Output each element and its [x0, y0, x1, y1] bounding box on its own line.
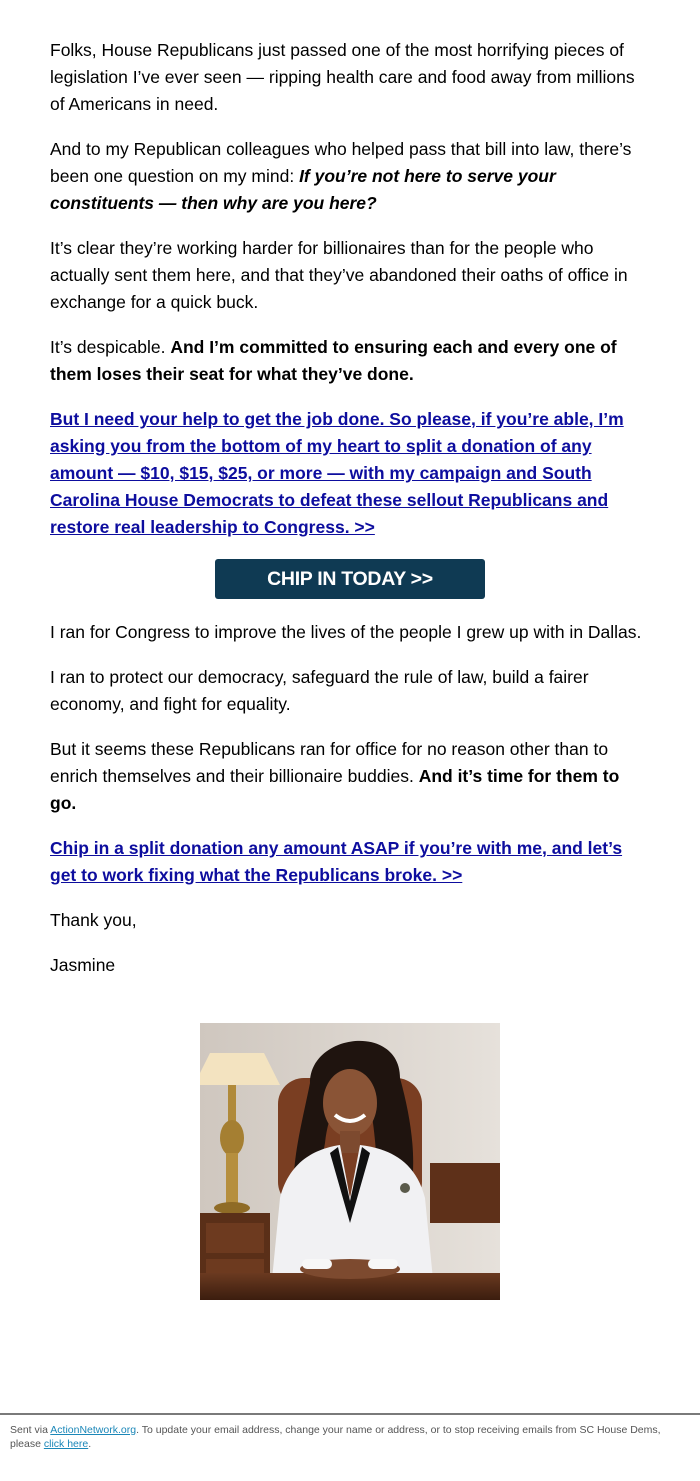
paragraph-enrich-bold: And it’s time for them to go.	[50, 766, 620, 813]
signature: Jasmine	[50, 955, 116, 975]
footer-suffix: .	[88, 1437, 92, 1450]
paragraph-enrich-lead: But it seems these Republicans ran for office for no reason other than to enrich themselves and their billionaire buddies.	[50, 739, 609, 786]
paragraph-despicable-lead: It’s despicable.	[50, 337, 171, 357]
paragraph-dallas-text: I ran for Congress to improve the lives of the people I grew up with in Dallas.	[50, 622, 642, 642]
donation-ask-link[interactable]: But I need your help to get the job done. So please, if you’re able, I’m asking you from the bottom of my heart to split a donation of any amount — $10, $15, $25, or more — with my campaign and South Carolina House Democrats to defeat these sellout Republicans and restore real leadership to Congress. >>	[50, 409, 624, 537]
paragraph-dallas	[50, 619, 650, 646]
paragraph-question	[50, 136, 650, 217]
paragraph-enrich	[50, 736, 650, 817]
paragraph-democracy-text: I ran to protect our democracy, safeguard the rule of law, build a fairer economy, and fight for equality.	[50, 667, 589, 714]
button-row	[50, 559, 650, 599]
paragraph-billionaires-text: It’s clear they’re working harder for billionaires than for the people who actually sent them here, and that they’ve abandoned their oaths of office in exchange for a quick buck.	[50, 238, 628, 312]
candidate-photo	[200, 1023, 500, 1300]
footer	[10, 1424, 680, 1451]
paragraph-intro-text: Folks, House Republicans just passed one of the most horrifying pieces of legislation I’ve ever seen — ripping health care and food away from millions of Americans in need.	[50, 40, 635, 114]
chip-in-today-button[interactable]: CHIP IN TODAY >>	[215, 559, 485, 599]
paragraph-ask	[50, 406, 650, 541]
paragraph-question-emphasis: If you’re not here to serve your constituents — then why are you here?	[50, 166, 556, 213]
unsubscribe-link[interactable]: click here	[43, 1437, 89, 1450]
footer-middle: . To update your email address, change your name or address, or to stop receiving emails from SC House Dems, please	[10, 1424, 661, 1450]
footer-divider	[0, 1413, 700, 1415]
paragraph-chip	[50, 835, 650, 889]
paragraph-despicable-bold: And I’m committed to ensuring each and every one of them loses their seat for what they’ve done.	[50, 337, 617, 384]
split-donation-link[interactable]: Chip in a split donation any amount ASAP if you’re with me, and let’s get to work fixing what the Republicans broke. >>	[50, 838, 623, 885]
signoff: Thank you,	[50, 910, 137, 930]
paragraph-billionaires	[50, 235, 650, 316]
paragraph-question-lead: And to my Republican colleagues who helped pass that bill into law, there’s been one question on my mind:	[50, 139, 632, 186]
paragraph-despicable	[50, 334, 650, 388]
paragraph-intro	[50, 37, 650, 118]
paragraph-democracy	[50, 664, 650, 718]
email-body	[50, 37, 650, 997]
footer-prefix: Sent via	[10, 1424, 51, 1436]
actionnetwork-link[interactable]: ActionNetwork.org	[50, 1424, 137, 1436]
